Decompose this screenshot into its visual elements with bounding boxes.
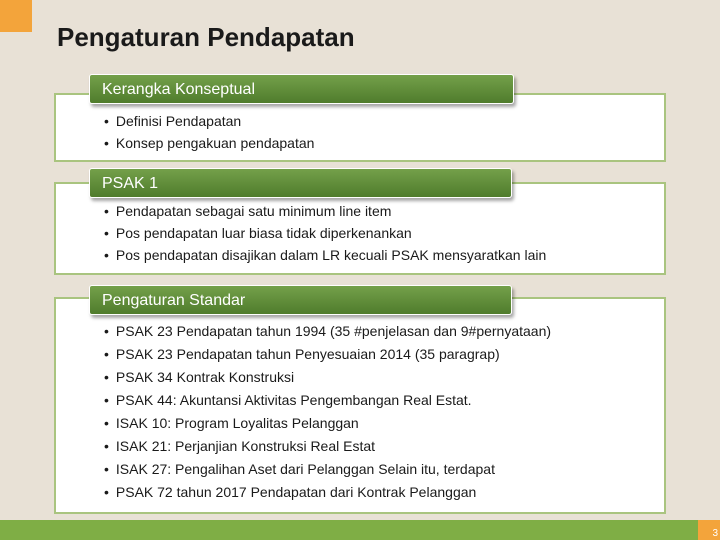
section-header: PSAK 1 bbox=[89, 168, 512, 198]
page-number: 3 bbox=[712, 528, 718, 539]
page-title: Pengaturan Pendapatan bbox=[57, 22, 355, 52]
bullet-list bbox=[104, 200, 546, 266]
list-item: • PSAK 44: Akuntansi Aktivitas Pengembangan Real Estat. bbox=[104, 389, 551, 412]
list-item: • Pendapatan sebagai satu minimum line item bbox=[104, 200, 546, 222]
section-panel-standar bbox=[54, 297, 666, 514]
list-item: • PSAK 23 Pendapatan tahun 1994 (35 #penjelasan dan 9#pernyataan) bbox=[104, 320, 551, 343]
list-item: • PSAK 72 tahun 2017 Pendapatan dari Kontrak Pelanggan bbox=[104, 481, 551, 504]
bullet-list bbox=[104, 110, 314, 154]
list-item: • PSAK 34 Kontrak Konstruksi bbox=[104, 366, 551, 389]
list-item: • ISAK 27: Pengalihan Aset dari Pelanggan Selain itu, terdapat bbox=[104, 458, 551, 481]
list-item: • Pos pendapatan luar biasa tidak diperkenankan bbox=[104, 222, 546, 244]
section-header: Pengaturan Standar bbox=[89, 285, 512, 315]
list-item: • ISAK 10: Program Loyalitas Pelanggan bbox=[104, 412, 551, 435]
section-header: Kerangka Konseptual bbox=[89, 74, 514, 104]
page-number-badge bbox=[698, 520, 720, 540]
footer-bar bbox=[0, 520, 720, 540]
bullet-list bbox=[104, 320, 551, 504]
list-item: • ISAK 21: Perjanjian Konstruksi Real Estat bbox=[104, 435, 551, 458]
list-item: • Pos pendapatan disajikan dalam LR kecuali PSAK mensyaratkan lain bbox=[104, 244, 546, 266]
list-item: • Definisi Pendapatan bbox=[104, 110, 314, 132]
list-item: • Konsep pengakuan pendapatan bbox=[104, 132, 314, 154]
corner-accent bbox=[0, 0, 32, 32]
list-item: • PSAK 23 Pendapatan tahun Penyesuaian 2014 (35 paragrap) bbox=[104, 343, 551, 366]
